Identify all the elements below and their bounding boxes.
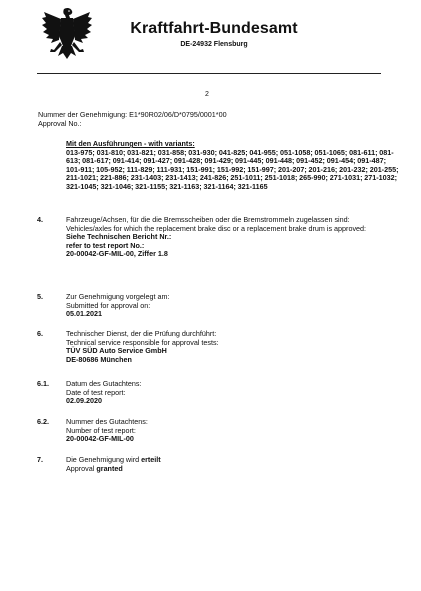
approval-number — [38, 111, 227, 128]
federal-eagle-emblem — [40, 6, 94, 64]
section-label-en: Date of test report: — [66, 387, 126, 397]
section-label-de: Datum des Gutachtens: — [66, 379, 142, 388]
section-status: erteilt — [141, 455, 161, 464]
section-number: 4. — [37, 215, 43, 224]
section-status: granted — [96, 463, 123, 473]
section-4 — [37, 216, 387, 259]
section-5 — [37, 293, 387, 319]
variants-heading: Mit den Ausführungen - with variants: — [66, 139, 195, 148]
section-number: 6. — [37, 329, 43, 338]
section-label-en: Submitted for approval on: — [66, 300, 151, 310]
section-label-en — [66, 465, 387, 474]
section-number: 5. — [37, 292, 43, 301]
section-value: TÜV SÜD Auto Service GmbH — [66, 346, 167, 356]
variants-list: 013-975; 031-810; 031-821; 031-858; 031-930; 041-825; 041-955; 051-1058; 051-1065; 081-611; 081-613; 081-617; 091-414; 091-427; 091-428; 091-429; 091-445; 091-448; 091-452; 091-454; 091-487; 101-911; 105-952; 111-829; 111-931; 151-991; 151-992; 151-997; 201-207; 201-216; 201-232; 201-255; 211-1021; 221-886; 231-1403; 231-1413; 241-826; 251-1011; 251-1018; 265-990; 271-1031; 271-1032; 321-1045; 321-1046; 321-1155; 321-1163; 321-1164; 321-1165 — [66, 147, 399, 191]
section-number: 7. — [37, 455, 43, 464]
approval-number-de: Nummer der Genehmigung: E1*90R02/06/D*0795/0001*00 — [38, 110, 227, 119]
authority-header — [114, 20, 314, 49]
section-value: DE-80686 München — [66, 354, 132, 364]
section-value: 20-00042-GF-MIL-00, Ziffer 1.8 — [66, 249, 168, 259]
page-number: 2 — [205, 91, 209, 98]
section-label-de: Fahrzeuge/Achsen, für die die Bremsscheiben oder die Bremstrommeln zugelassen sind: — [66, 215, 350, 224]
section-6 — [37, 330, 387, 364]
section-number: 6.2. — [37, 417, 49, 426]
section-label-en: Number of test report: — [66, 425, 136, 435]
section-number: 6.1. — [37, 379, 49, 388]
section-6-1 — [37, 380, 387, 406]
approval-number-en: Approval No.: — [38, 118, 82, 128]
section-label-de: Technischer Dienst, der die Prüfung durchführt: — [66, 329, 217, 338]
section-value: 02.09.2020 — [66, 396, 102, 406]
authority-name: Kraftfahrt-Bundesamt — [130, 20, 298, 37]
authority-address: DE-24932 Flensburg — [180, 41, 248, 48]
section-label-de: Zur Genehmigung vorgelegt am: — [66, 292, 170, 301]
section-value: 20-00042-GF-MIL-00 — [66, 434, 134, 444]
section-label-en: Vehicles/axles for which the replacement brake disc or a replacement brake drum is approved: — [66, 223, 367, 233]
section-label-en: Technical service responsible for approval tests: — [66, 337, 219, 347]
section-6-2 — [37, 418, 387, 444]
section-label-de: Nummer des Gutachtens: — [66, 417, 148, 426]
section-value: refer to test report No.: — [66, 240, 145, 250]
section-value: 05.01.2021 — [66, 309, 102, 319]
variants-block — [66, 140, 400, 192]
section-7 — [37, 456, 387, 473]
section-text: Die Genehmigung wird — [66, 455, 142, 464]
header-divider — [37, 73, 381, 74]
section-text: Approval — [66, 463, 97, 473]
section-value: Siehe Technischen Bericht Nr.: — [66, 232, 172, 242]
